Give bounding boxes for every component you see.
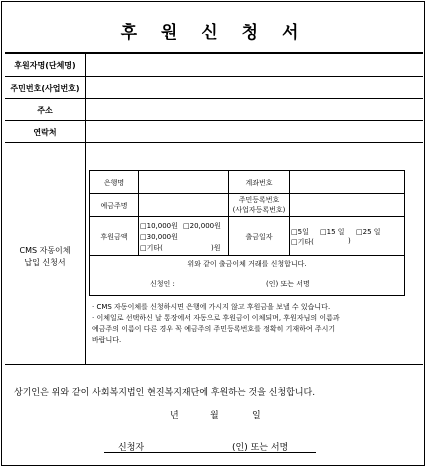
statement-text: 상기인은 위와 같이 사회복지법인 현진복지재단에 후원하는 것을 신청합니다. [14,388,316,398]
cms-table [89,170,405,296]
contact-label: 연락처 [33,128,57,137]
day-option-5[interactable]: □5일 [291,228,309,236]
signature-underline [104,452,316,453]
applicant-label: 신청자 [118,443,145,453]
row-divider [5,120,423,121]
checkbox-icon: □ [320,228,327,236]
day-option-25[interactable]: □25 일 [356,228,381,236]
cms-label-line2: 납입 신청서 [24,258,66,267]
checkbox-icon: □ [291,238,298,246]
amount-label: 후원금액 [100,233,128,241]
checkbox-icon: □ [140,244,147,252]
resident-id-label-line1: 주민등록번호 [238,196,280,204]
grid-line [90,255,404,256]
grid-line [138,171,139,255]
amount-option-20000[interactable]: □20,000원 [183,222,221,230]
amount-option-other[interactable]: □기타( [140,244,163,252]
date-year: 년 [170,411,179,421]
consent-text: 위와 같이 출금이체 거래를 신청합니다. [187,260,307,268]
amount-option-30000[interactable]: □30,000원 [140,233,178,241]
depositor-field[interactable] [140,196,226,214]
note-line: 바랍니다. [92,336,122,344]
bank-name-label: 은행명 [103,179,125,187]
row-divider [5,76,423,77]
cms-section-label [5,245,85,269]
resident-id-label-line2: (사업자등록번호) [232,206,286,214]
cms-applicant-field[interactable] [182,275,262,289]
form-title: 후 원 신 청 서 [120,23,308,43]
checkbox-icon: □ [140,233,147,241]
contact-field[interactable] [90,123,420,141]
checkbox-icon: □ [356,228,363,236]
withdrawal-day-label: 출금일자 [245,233,273,241]
resident-number-label: 주민번호(사업번호) [10,84,80,93]
address-label: 주소 [37,106,53,115]
day-other-suffix: ) [348,237,351,245]
cms-label-line1: CMS 자동이체 [19,246,71,255]
amount-other-suffix: )원 [211,244,221,252]
header-rule [5,52,423,54]
account-number-label: 계좌번호 [245,179,273,187]
section-divider [5,364,423,365]
cms-applicant-label: 신청인 : [150,280,175,288]
day-option-other[interactable]: □기타( [291,238,314,246]
note-line: · CMS 자동이체를 신청하시면 은행에 가시지 않고 후원금을 보낼 수 있습니다. [92,303,331,311]
label-column-divider [85,53,86,364]
note-line: 예금주의 이름이 다른 경우 꼭 예금주의 주민등록번호를 정확히 기재하여 주시기 [92,325,336,333]
account-number-field[interactable] [291,173,401,191]
grid-line [289,171,290,255]
cms-sign-text: (인) 또는 서명 [266,280,310,288]
date-day: 일 [252,411,261,421]
resident-id-label [229,195,289,215]
date-month: 월 [210,411,219,421]
depositor-label: 예금주명 [100,202,128,210]
bank-name-field[interactable] [140,173,226,191]
day-option-15[interactable]: □15 일 [320,228,345,236]
note-line: · 이체일로 선택하신 날 통장에서 자동으로 후원금이 이체되며, 후원자님의 이름과 [92,314,340,322]
row-divider [5,98,423,99]
donor-name-label: 후원자명(단체명) [14,61,76,70]
checkbox-icon: □ [291,228,298,236]
checkbox-icon: □ [183,222,190,230]
resident-id-field[interactable] [291,196,401,214]
donor-name-field[interactable] [90,56,420,74]
applicant-signature-field[interactable] [148,436,228,450]
address-field[interactable] [90,101,420,119]
resident-number-field[interactable] [90,79,420,97]
checkbox-icon: □ [140,222,147,230]
signature-text: (인) 또는 서명 [232,443,289,453]
row-divider [5,142,423,143]
amount-option-10000[interactable]: □10,000원 [140,222,178,230]
